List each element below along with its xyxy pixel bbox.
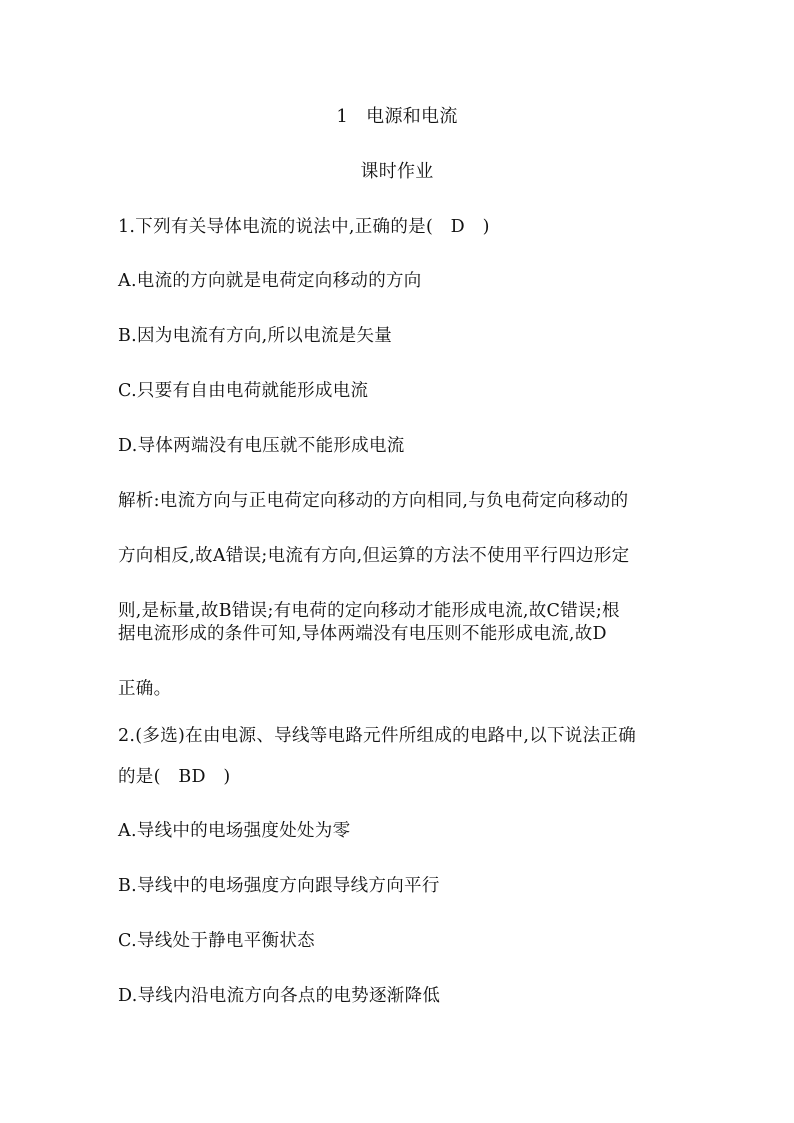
section-subtitle: 课时作业 <box>360 161 434 182</box>
question-1-analysis-line: 解析:电流方向与正电荷定向移动的方向相同,与负电荷定向移动的 <box>118 491 629 511</box>
question-2-stem-line: 2.(多选)在由电源、导线等电路元件所组成的电路中,以下说法正确 <box>118 726 637 746</box>
question-1-analysis-line: 正确。 <box>118 679 172 699</box>
question-1-stem: 1.下列有关导体电流的说法中,正确的是( D ) <box>118 217 490 237</box>
question-1-option-a: A.电流的方向就是电荷定向移动的方向 <box>118 271 422 291</box>
question-1-option-d: D.导体两端没有电压就不能形成电流 <box>118 436 405 456</box>
question-1-option-c: C.只要有自由电荷就能形成电流 <box>118 381 369 401</box>
question-2-stem-line: 的是( BD ) <box>118 767 231 787</box>
question-1-analysis-line: 则,是标量,故B错误;有电荷的定向移动才能形成电流,故C错误;根 <box>118 601 620 621</box>
question-2-option-c: C.导线处于静电平衡状态 <box>118 931 315 951</box>
section-title: 1 电源和电流 <box>336 106 458 127</box>
question-2-option-b: B.导线中的电场强度方向跟导线方向平行 <box>118 876 440 896</box>
question-1-option-b: B.因为电流有方向,所以电流是矢量 <box>118 326 393 346</box>
question-2-option-a: A.导线中的电场强度处处为零 <box>118 821 351 841</box>
question-2-option-d: D.导线内沿电流方向各点的电势逐渐降低 <box>118 986 441 1006</box>
question-1-analysis-line: 方向相反,故A错误;电流有方向,但运算的方法不使用平行四边形定 <box>118 546 630 566</box>
question-1-analysis-line: 据电流形成的条件可知,导体两端没有电压则不能形成电流,故D <box>118 624 607 644</box>
